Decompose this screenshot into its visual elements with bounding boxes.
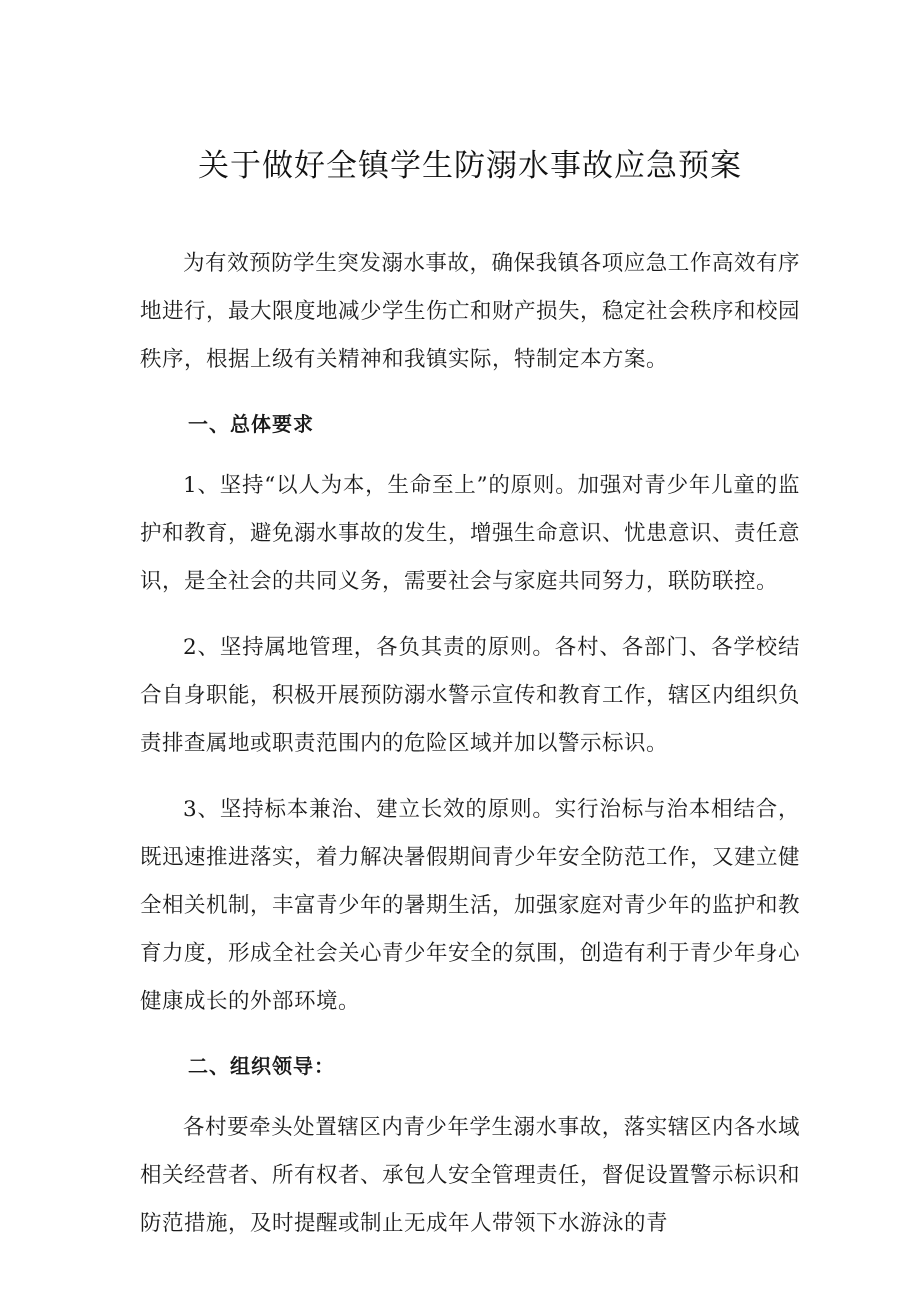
section-heading-general-requirements: 一、总体要求 xyxy=(188,412,314,436)
intro-paragraph: 为有效预防学生突发溺水事故，确保我镇各项应急工作高效有序地进行，最大限度地减少学生伤亡和财产损失，稳定社会秩序和校园秩序，根据上级有关精神和我镇实际，特制定本方案。 xyxy=(140,251,801,372)
organization-paragraph: 各村要牵头处置辖区内青少年学生溺水事故，落实辖区内各水域相关经营者、所有权者、承包人安全管理责任，督促设置警示标识和防范措施，及时提醒或制止无成年人带领下水游泳的青 xyxy=(140,1115,801,1236)
document-body xyxy=(140,140,800,1266)
section-heading-organization: 二、组织领导： xyxy=(188,1054,335,1078)
requirement-item-1: 1、坚持“以人为本，生命至上”的原则。加强对青少年儿童的监护和教育，避免溺水事故的发生，增强生命意识、忧患意识、责任意识，是全社会的共同义务，需要社会与家庭共同努力，联防联控。 xyxy=(140,473,801,594)
document-title: 关于做好全镇学生防溺水事故应急预案 xyxy=(198,148,742,184)
requirement-item-2: 2、坚持属地管理，各负其责的原则。各村、各部门、各学校结合自身职能，积极开展预防溺水警示宣传和教育工作，辖区内组织负责排查属地或职责范围内的危险区域并加以警示标识。 xyxy=(140,635,801,756)
requirement-item-3: 3、坚持标本兼治、建立长效的原则。实行治标与治本相结合，既迅速推进落实，着力解决暑假期间青少年安全防范工作，又建立健全相关机制，丰富青少年的暑期生活，加强家庭对青少年的监护和教育力度，形成全社会关心青少年安全的氛围，创造有利于青少年身心健康成长的外部环境。 xyxy=(140,797,801,1014)
